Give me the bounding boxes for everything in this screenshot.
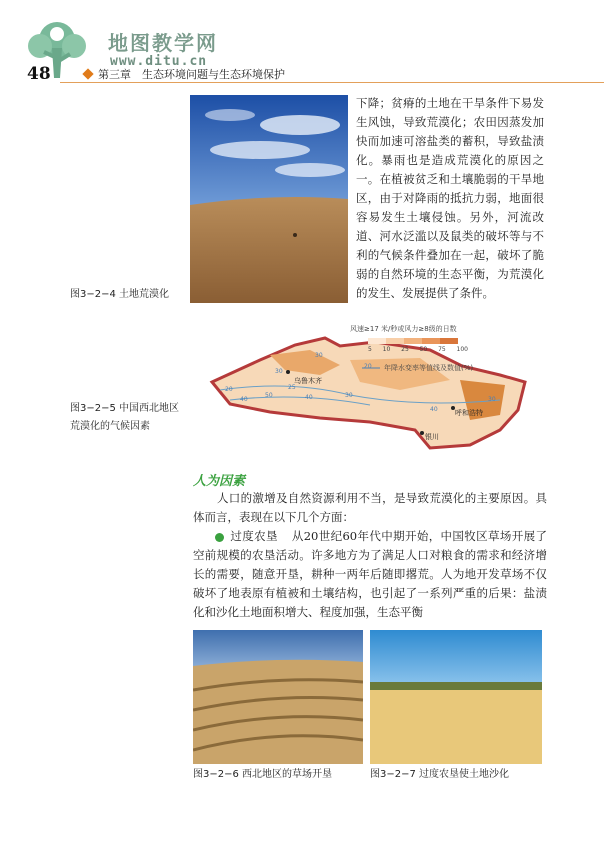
map-legend-ticks bbox=[368, 346, 468, 353]
legend-tick: 75 bbox=[438, 346, 446, 353]
figure-caption: 图3−2−5 中国西北地区荒漠化的气候因素 bbox=[70, 403, 180, 432]
grassland-reclamation-photo bbox=[193, 630, 363, 764]
bullet-label: 过度农垦 bbox=[230, 529, 278, 543]
bullet-text: 从20世纪60年代中期开始，中国牧区草场开展了空前规模的农垦活动。许多地方为了满足人口对粮食的需求和经济增长的需要，随意开垦，耕种一两年后随即撂荒。人为地开发草场不仅破坏了地表原有植被和土壤结构，也引起了一系列严重的后果：盐渍化和沙化土地面积增大、程度加强，生态平衡 bbox=[193, 529, 548, 619]
map-city-yinchuan: 银川 bbox=[425, 433, 439, 441]
map-value: 30 bbox=[488, 396, 496, 403]
legend-tick: 5 bbox=[368, 346, 372, 353]
figure-caption: 图3−2−6 西北地区的草场开垦 bbox=[193, 769, 333, 780]
map-value: 50 bbox=[265, 392, 273, 399]
map-city-hohhot: 呼和浩特 bbox=[455, 409, 483, 417]
map-value: 40 bbox=[240, 396, 248, 403]
legend-tick: 10 bbox=[382, 346, 391, 353]
legend-tick: 25 bbox=[401, 346, 409, 353]
map-value: 20 bbox=[225, 386, 233, 393]
chapter-title: 第三章 生态环境问题与生态环境保护 bbox=[98, 68, 285, 81]
body-paragraph bbox=[193, 527, 547, 622]
map-value: 25 bbox=[288, 384, 296, 391]
desertification-photo bbox=[190, 95, 348, 303]
northwest-china-map bbox=[200, 320, 538, 455]
site-logo-url: www.ditu.cn bbox=[110, 54, 208, 69]
map-legend-title: 风速≥17 米/秒或风力≥8级的日数 bbox=[350, 325, 457, 333]
isoline-sample-value: 20 bbox=[364, 363, 372, 370]
header-divider bbox=[60, 82, 604, 83]
section-title: 人为因素 bbox=[193, 474, 246, 489]
bullet-dot-icon bbox=[215, 533, 224, 542]
map-value: 40 bbox=[305, 394, 313, 401]
sandy-land-photo bbox=[370, 630, 542, 764]
map-value: 30 bbox=[275, 368, 283, 375]
body-paragraph: 下降；贫瘠的土地在干旱条件下易发生风蚀，导致荒漠化；农田因蒸发加快而加速可溶盐类的蓄积，导致盐渍化。暴雨也是造成荒漠化的原因之一。在植被贫乏和土壤脆弱的干旱地区，由于对降雨的抵抗力弱，地面很容易发生土壤侵蚀。另外，河流改道、河水泛滥以及鼠类的破坏等与不利的气候条件叠加在一起，破坏了脆弱的自然环境的生态平衡，为荒漠化的发生、发展提供了条件。 bbox=[356, 96, 544, 300]
page-number: 48 bbox=[27, 64, 51, 84]
map-value: 30 bbox=[345, 392, 353, 399]
map-value: 30 bbox=[315, 352, 323, 359]
figure-caption: 图3−2−4 土地荒漠化 bbox=[70, 289, 170, 300]
site-logo-title: 地图教学网 bbox=[108, 31, 218, 55]
map-city-urumqi: 乌鲁木齐 bbox=[294, 377, 322, 385]
legend-tick: 50 bbox=[419, 346, 428, 353]
map-value: 40 bbox=[430, 406, 438, 413]
map-isoline-label: 年降水变率等值线及数值(%) bbox=[384, 364, 474, 372]
legend-tick: 100 bbox=[456, 346, 468, 353]
figure-caption: 图3−2−7 过度农垦使土地沙化 bbox=[370, 769, 510, 780]
body-paragraph: 人口的激增及自然资源利用不当，是导致荒漠化的主要原因。具体而言，表现在以下几个方面： bbox=[193, 491, 547, 524]
